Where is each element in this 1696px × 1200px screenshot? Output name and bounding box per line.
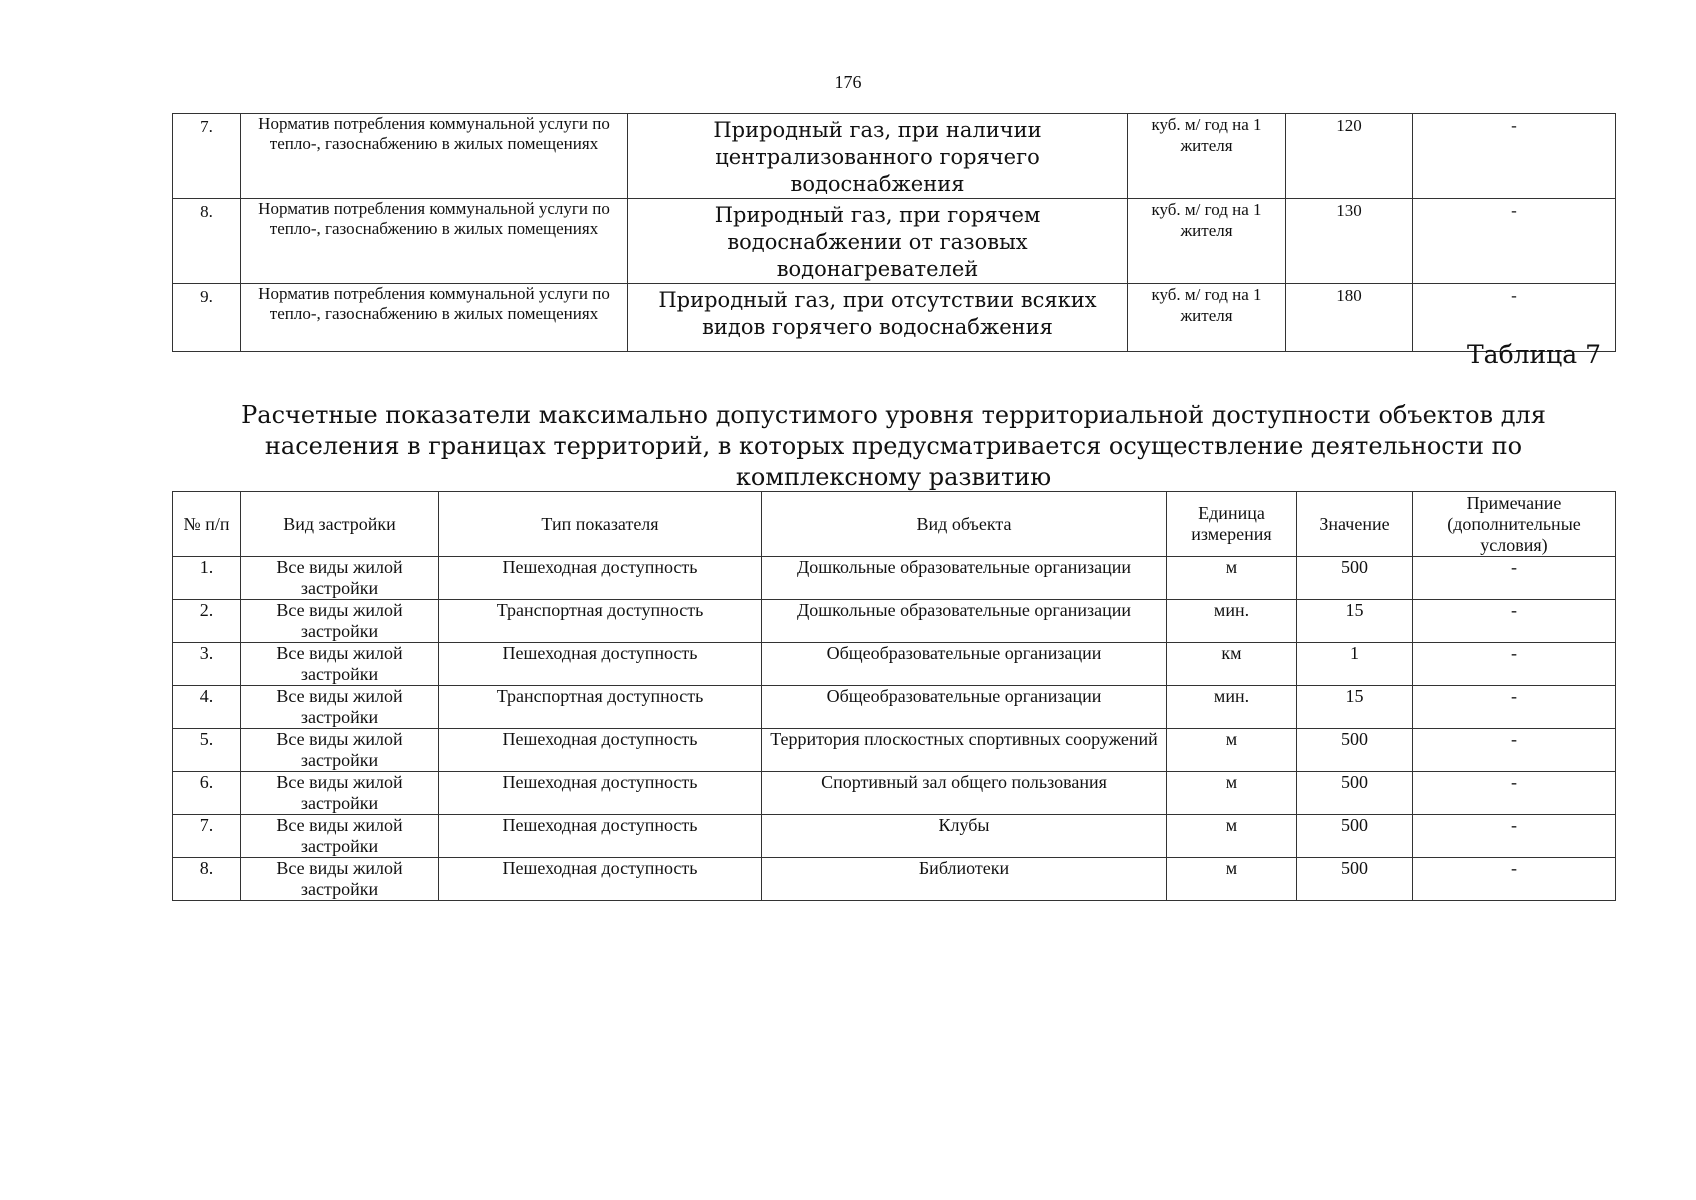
note-cell: -	[1413, 815, 1616, 858]
building-type-cell: Все виды жилой застройки	[241, 643, 439, 686]
row-number: 9.	[173, 284, 241, 352]
value-cell: 120	[1286, 114, 1413, 199]
table-row	[173, 772, 1616, 815]
table-row	[173, 600, 1616, 643]
row-number: 7.	[173, 114, 241, 199]
indicator-cell: Пешеходная доступность	[439, 772, 762, 815]
note-cell: -	[1413, 284, 1616, 352]
table-row	[173, 815, 1616, 858]
value-cell: 500	[1297, 772, 1413, 815]
object-cell: Клубы	[762, 815, 1167, 858]
table-title: Расчетные показатели максимально допустимого уровня территориальной доступности объектов для населения в границах территорий, в которых предусматривается осуществление деятельности по комплексному развитию	[241, 401, 1546, 491]
header-unit: Единица измерения	[1167, 492, 1297, 557]
row-number: 3.	[173, 643, 241, 686]
row-number: 1.	[173, 557, 241, 600]
header-indicator-type: Тип показателя	[439, 492, 762, 557]
value-cell: 1	[1297, 643, 1413, 686]
note-cell: -	[1413, 729, 1616, 772]
note-cell: -	[1413, 643, 1616, 686]
unit-cell: км	[1167, 643, 1297, 686]
table-row	[173, 114, 1616, 199]
unit-cell: мин.	[1167, 686, 1297, 729]
object-cell: Библиотеки	[762, 858, 1167, 901]
row-number: 8.	[173, 858, 241, 901]
norm-description: Природный газ, при отсутствии всяких видов горячего водоснабжения	[628, 284, 1128, 352]
value-cell: 180	[1286, 284, 1413, 352]
building-type-cell: Все виды жилой застройки	[241, 772, 439, 815]
object-cell: Общеобразовательные организации	[762, 686, 1167, 729]
object-cell: Дошкольные образовательные организации	[762, 600, 1167, 643]
table-row	[173, 686, 1616, 729]
norms-table	[172, 113, 1616, 352]
header-building-type: Вид застройки	[241, 492, 439, 557]
header-value: Значение	[1297, 492, 1413, 557]
norm-name: Норматив потребления коммунальной услуги по тепло-, газоснабжению в жилых помещениях	[241, 284, 628, 352]
building-type-cell: Все виды жилой застройки	[241, 600, 439, 643]
note-cell: -	[1413, 858, 1616, 901]
object-cell: Общеобразовательные организации	[762, 643, 1167, 686]
table-row	[173, 199, 1616, 284]
row-number: 5.	[173, 729, 241, 772]
object-cell: Дошкольные образовательные организации	[762, 557, 1167, 600]
unit-cell: куб. м/ год на 1 жителя	[1128, 284, 1286, 352]
page-number: 176	[834, 72, 862, 92]
unit-cell: м	[1167, 772, 1297, 815]
indicator-cell: Пешеходная доступность	[439, 858, 762, 901]
row-number: 7.	[173, 815, 241, 858]
header-num: № п/п	[173, 492, 241, 557]
value-cell: 15	[1297, 600, 1413, 643]
table-row	[173, 858, 1616, 901]
norm-name: Норматив потребления коммунальной услуги по тепло-, газоснабжению в жилых помещениях	[241, 199, 628, 284]
unit-cell: куб. м/ год на 1 жителя	[1128, 199, 1286, 284]
note-cell: -	[1413, 114, 1616, 199]
row-number: 8.	[173, 199, 241, 284]
unit-cell: куб. м/ год на 1 жителя	[1128, 114, 1286, 199]
unit-cell: мин.	[1167, 600, 1297, 643]
unit-cell: м	[1167, 557, 1297, 600]
indicator-cell: Пешеходная доступность	[439, 729, 762, 772]
row-number: 4.	[173, 686, 241, 729]
value-cell: 130	[1286, 199, 1413, 284]
indicator-cell: Пешеходная доступность	[439, 815, 762, 858]
indicator-cell: Транспортная доступность	[439, 600, 762, 643]
norm-description: Природный газ, при наличии централизованного горячего водоснабжения	[628, 114, 1128, 199]
unit-cell: м	[1167, 729, 1297, 772]
indicator-cell: Транспортная доступность	[439, 686, 762, 729]
building-type-cell: Все виды жилой застройки	[241, 686, 439, 729]
note-cell: -	[1413, 772, 1616, 815]
object-cell: Территория плоскостных спортивных сооружений	[762, 729, 1167, 772]
value-cell: 500	[1297, 729, 1413, 772]
value-cell: 15	[1297, 686, 1413, 729]
table-row	[173, 284, 1616, 352]
building-type-cell: Все виды жилой застройки	[241, 729, 439, 772]
row-number: 6.	[173, 772, 241, 815]
value-cell: 500	[1297, 858, 1413, 901]
note-cell: -	[1413, 557, 1616, 600]
header-object-type: Вид объекта	[762, 492, 1167, 557]
norm-description: Природный газ, при горячем водоснабжении от газовых водонагревателей	[628, 199, 1128, 284]
row-number: 2.	[173, 600, 241, 643]
note-cell: -	[1413, 600, 1616, 643]
value-cell: 500	[1297, 557, 1413, 600]
table-row	[173, 729, 1616, 772]
building-type-cell: Все виды жилой застройки	[241, 557, 439, 600]
table-row	[173, 643, 1616, 686]
indicator-cell: Пешеходная доступность	[439, 557, 762, 600]
accessibility-table	[172, 491, 1616, 901]
note-cell: -	[1413, 199, 1616, 284]
unit-cell: м	[1167, 858, 1297, 901]
norm-name: Норматив потребления коммунальной услуги по тепло-, газоснабжению в жилых помещениях	[241, 114, 628, 199]
header-note: Примечание (дополнительные условия)	[1413, 492, 1616, 557]
note-cell: -	[1413, 686, 1616, 729]
table-row	[173, 557, 1616, 600]
object-cell: Спортивный зал общего пользования	[762, 772, 1167, 815]
value-cell: 500	[1297, 815, 1413, 858]
indicator-cell: Пешеходная доступность	[439, 643, 762, 686]
table-header-row	[173, 492, 1616, 557]
building-type-cell: Все виды жилой застройки	[241, 815, 439, 858]
unit-cell: м	[1167, 815, 1297, 858]
table-label: Таблица 7	[1466, 340, 1601, 369]
building-type-cell: Все виды жилой застройки	[241, 858, 439, 901]
